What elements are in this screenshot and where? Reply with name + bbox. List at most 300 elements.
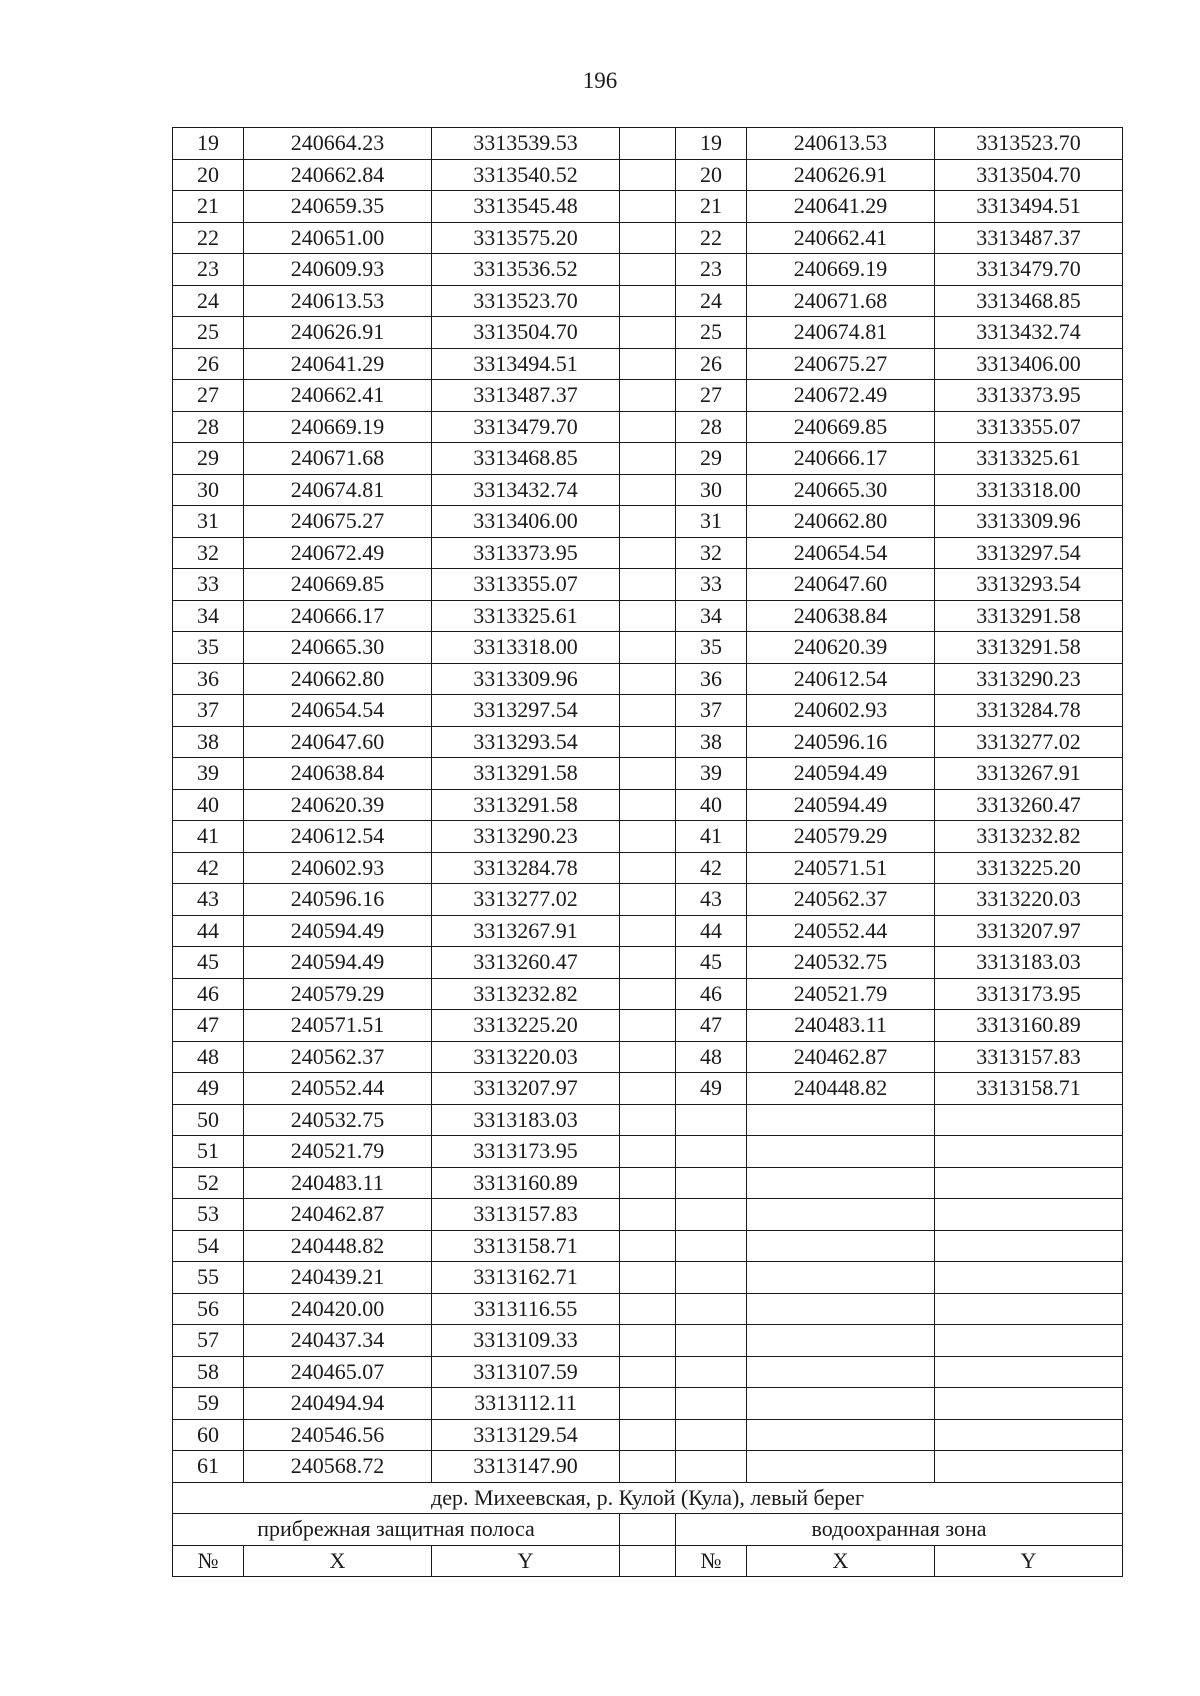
left-x-coordinate: 240654.54 bbox=[244, 695, 432, 727]
table-row bbox=[173, 632, 1123, 664]
left-y-coordinate: 3313158.71 bbox=[432, 1230, 620, 1262]
gap-cell bbox=[620, 884, 676, 916]
left-point-number: 36 bbox=[173, 663, 244, 695]
left-x-coordinate: 240675.27 bbox=[244, 506, 432, 538]
table-row bbox=[173, 726, 1123, 758]
left-y-coordinate: 3313539.53 bbox=[432, 128, 620, 160]
left-y-coordinate: 3313284.78 bbox=[432, 852, 620, 884]
right-x-coordinate: 240675.27 bbox=[747, 348, 935, 380]
right-y-coordinate bbox=[935, 1293, 1123, 1325]
right-y-coordinate bbox=[935, 1167, 1123, 1199]
left-x-coordinate: 240662.41 bbox=[244, 380, 432, 412]
section-title-row bbox=[173, 1514, 1123, 1546]
right-y-coordinate bbox=[935, 1262, 1123, 1294]
right-y-coordinate: 3313494.51 bbox=[935, 191, 1123, 223]
right-point-number bbox=[676, 1136, 747, 1168]
table-row bbox=[173, 663, 1123, 695]
left-x-coordinate: 240602.93 bbox=[244, 852, 432, 884]
left-x-coordinate: 240532.75 bbox=[244, 1104, 432, 1136]
right-x-coordinate: 240448.82 bbox=[747, 1073, 935, 1105]
left-point-number: 60 bbox=[173, 1419, 244, 1451]
gap-cell bbox=[620, 1514, 676, 1546]
table-row bbox=[173, 191, 1123, 223]
right-y-coordinate: 3313318.00 bbox=[935, 474, 1123, 506]
left-x-coordinate: 240662.84 bbox=[244, 159, 432, 191]
left-point-number: 23 bbox=[173, 254, 244, 286]
table-row bbox=[173, 506, 1123, 538]
right-y-coordinate bbox=[935, 1451, 1123, 1483]
gap-cell bbox=[620, 852, 676, 884]
right-y-coordinate bbox=[935, 1325, 1123, 1357]
page-number: 196 bbox=[582, 68, 618, 93]
table-row bbox=[173, 1325, 1123, 1357]
table-row bbox=[173, 1262, 1123, 1294]
right-point-number bbox=[676, 1419, 747, 1451]
gap-cell bbox=[620, 1419, 676, 1451]
left-y-coordinate: 3313373.95 bbox=[432, 537, 620, 569]
gap-cell bbox=[620, 758, 676, 790]
right-x-coordinate: 240483.11 bbox=[747, 1010, 935, 1042]
left-point-number: 46 bbox=[173, 978, 244, 1010]
gap-cell bbox=[620, 1136, 676, 1168]
left-point-number: 55 bbox=[173, 1262, 244, 1294]
right-x-coordinate: 240654.54 bbox=[747, 537, 935, 569]
location-title: дер. Михеевская, р. Кулой (Кула), левый берег bbox=[173, 1482, 1123, 1514]
left-y-coordinate: 3313309.96 bbox=[432, 663, 620, 695]
right-y-coordinate bbox=[935, 1199, 1123, 1231]
right-point-number: 43 bbox=[676, 884, 747, 916]
left-y-coordinate: 3313173.95 bbox=[432, 1136, 620, 1168]
right-point-number: 24 bbox=[676, 285, 747, 317]
left-y-coordinate: 3313487.37 bbox=[432, 380, 620, 412]
left-point-number: 31 bbox=[173, 506, 244, 538]
right-x-coordinate bbox=[747, 1293, 935, 1325]
left-point-number: 51 bbox=[173, 1136, 244, 1168]
right-x-coordinate: 240602.93 bbox=[747, 695, 935, 727]
gap-cell bbox=[620, 254, 676, 286]
right-y-coordinate: 3313373.95 bbox=[935, 380, 1123, 412]
left-x-coordinate: 240612.54 bbox=[244, 821, 432, 853]
right-point-number: 19 bbox=[676, 128, 747, 160]
right-y-coordinate: 3313183.03 bbox=[935, 947, 1123, 979]
right-point-number: 34 bbox=[676, 600, 747, 632]
table-row bbox=[173, 600, 1123, 632]
gap-cell bbox=[620, 1545, 676, 1577]
right-point-number: 46 bbox=[676, 978, 747, 1010]
left-y-coordinate: 3313318.00 bbox=[432, 632, 620, 664]
gap-cell bbox=[620, 947, 676, 979]
left-point-number: 20 bbox=[173, 159, 244, 191]
right-y-coordinate: 3313523.70 bbox=[935, 128, 1123, 160]
right-x-coordinate bbox=[747, 1230, 935, 1262]
right-point-number bbox=[676, 1199, 747, 1231]
right-x-coordinate: 240662.80 bbox=[747, 506, 935, 538]
gap-cell bbox=[620, 1262, 676, 1294]
table-row bbox=[173, 821, 1123, 853]
right-point-number: 33 bbox=[676, 569, 747, 601]
right-y-coordinate: 3313207.97 bbox=[935, 915, 1123, 947]
table-row bbox=[173, 317, 1123, 349]
gap-cell bbox=[620, 317, 676, 349]
right-y-coordinate: 3313260.47 bbox=[935, 789, 1123, 821]
table-row bbox=[173, 1419, 1123, 1451]
column-header-row bbox=[173, 1545, 1123, 1577]
table-row bbox=[173, 1293, 1123, 1325]
right-point-number: 36 bbox=[676, 663, 747, 695]
left-y-coordinate: 3313109.33 bbox=[432, 1325, 620, 1357]
left-point-number: 40 bbox=[173, 789, 244, 821]
left-x-coordinate: 240647.60 bbox=[244, 726, 432, 758]
left-y-coordinate: 3313260.47 bbox=[432, 947, 620, 979]
right-y-coordinate: 3313468.85 bbox=[935, 285, 1123, 317]
left-x-coordinate: 240662.80 bbox=[244, 663, 432, 695]
left-point-number: 59 bbox=[173, 1388, 244, 1420]
table-row bbox=[173, 852, 1123, 884]
right-x-coordinate bbox=[747, 1419, 935, 1451]
gap-cell bbox=[620, 821, 676, 853]
right-x-coordinate: 240638.84 bbox=[747, 600, 935, 632]
right-point-number: 27 bbox=[676, 380, 747, 412]
right-point-number bbox=[676, 1451, 747, 1483]
left-y-coordinate: 3313112.11 bbox=[432, 1388, 620, 1420]
right-y-coordinate: 3313232.82 bbox=[935, 821, 1123, 853]
right-point-number: 47 bbox=[676, 1010, 747, 1042]
gap-cell bbox=[620, 726, 676, 758]
left-x-coordinate: 240494.94 bbox=[244, 1388, 432, 1420]
left-point-number: 38 bbox=[173, 726, 244, 758]
table-row bbox=[173, 1356, 1123, 1388]
right-y-coordinate: 3313160.89 bbox=[935, 1010, 1123, 1042]
right-x-coordinate: 240626.91 bbox=[747, 159, 935, 191]
left-y-coordinate: 3313545.48 bbox=[432, 191, 620, 223]
left-point-number: 44 bbox=[173, 915, 244, 947]
left-x-coordinate: 240521.79 bbox=[244, 1136, 432, 1168]
gap-cell bbox=[620, 1199, 676, 1231]
right-point-number bbox=[676, 1167, 747, 1199]
gap-cell bbox=[620, 1325, 676, 1357]
left-y-coordinate: 3313107.59 bbox=[432, 1356, 620, 1388]
right-point-number: 39 bbox=[676, 758, 747, 790]
left-y-coordinate: 3313297.54 bbox=[432, 695, 620, 727]
right-x-coordinate: 240669.85 bbox=[747, 411, 935, 443]
left-y-coordinate: 3313162.71 bbox=[432, 1262, 620, 1294]
left-point-number: 25 bbox=[173, 317, 244, 349]
left-x-coordinate: 240613.53 bbox=[244, 285, 432, 317]
left-y-coordinate: 3313160.89 bbox=[432, 1167, 620, 1199]
left-point-number: 27 bbox=[173, 380, 244, 412]
gap-cell bbox=[620, 1104, 676, 1136]
left-y-coordinate: 3313232.82 bbox=[432, 978, 620, 1010]
left-y-coordinate: 3313225.20 bbox=[432, 1010, 620, 1042]
right-x-coordinate: 240671.68 bbox=[747, 285, 935, 317]
left-x-coordinate: 240674.81 bbox=[244, 474, 432, 506]
left-point-number: 24 bbox=[173, 285, 244, 317]
left-x-coordinate: 240641.29 bbox=[244, 348, 432, 380]
right-x-coordinate: 240662.41 bbox=[747, 222, 935, 254]
left-point-number: 22 bbox=[173, 222, 244, 254]
left-y-coordinate: 3313494.51 bbox=[432, 348, 620, 380]
table-row bbox=[173, 411, 1123, 443]
left-point-number: 58 bbox=[173, 1356, 244, 1388]
right-y-coordinate: 3313158.71 bbox=[935, 1073, 1123, 1105]
right-point-number: 22 bbox=[676, 222, 747, 254]
gap-cell bbox=[620, 1230, 676, 1262]
left-y-coordinate: 3313540.52 bbox=[432, 159, 620, 191]
left-point-number: 30 bbox=[173, 474, 244, 506]
left-x-coordinate: 240596.16 bbox=[244, 884, 432, 916]
table-row bbox=[173, 1104, 1123, 1136]
table-row bbox=[173, 222, 1123, 254]
gap-cell bbox=[620, 663, 676, 695]
right-y-coordinate: 3313297.54 bbox=[935, 537, 1123, 569]
right-x-coordinate: 240620.39 bbox=[747, 632, 935, 664]
left-y-coordinate: 3313207.97 bbox=[432, 1073, 620, 1105]
gap-cell bbox=[620, 380, 676, 412]
right-col-header-y: Y bbox=[935, 1545, 1123, 1577]
table-row bbox=[173, 443, 1123, 475]
table-footer bbox=[173, 1482, 1123, 1577]
right-point-number bbox=[676, 1325, 747, 1357]
left-y-coordinate: 3313129.54 bbox=[432, 1419, 620, 1451]
right-point-number: 30 bbox=[676, 474, 747, 506]
gap-cell bbox=[620, 443, 676, 475]
right-point-number bbox=[676, 1230, 747, 1262]
right-y-coordinate: 3313267.91 bbox=[935, 758, 1123, 790]
left-y-coordinate: 3313325.61 bbox=[432, 600, 620, 632]
left-x-coordinate: 240462.87 bbox=[244, 1199, 432, 1231]
left-point-number: 34 bbox=[173, 600, 244, 632]
table-row bbox=[173, 537, 1123, 569]
left-col-header-no: № bbox=[173, 1545, 244, 1577]
left-y-coordinate: 3313406.00 bbox=[432, 506, 620, 538]
table-row bbox=[173, 254, 1123, 286]
left-col-header-x: X bbox=[244, 1545, 432, 1577]
right-section-title: водоохранная зона bbox=[676, 1514, 1123, 1546]
left-point-number: 61 bbox=[173, 1451, 244, 1483]
right-point-number: 31 bbox=[676, 506, 747, 538]
right-y-coordinate: 3313504.70 bbox=[935, 159, 1123, 191]
left-y-coordinate: 3313220.03 bbox=[432, 1041, 620, 1073]
left-x-coordinate: 240448.82 bbox=[244, 1230, 432, 1262]
right-y-coordinate: 3313173.95 bbox=[935, 978, 1123, 1010]
right-y-coordinate: 3313487.37 bbox=[935, 222, 1123, 254]
right-point-number: 26 bbox=[676, 348, 747, 380]
left-x-coordinate: 240552.44 bbox=[244, 1073, 432, 1105]
table-row bbox=[173, 758, 1123, 790]
right-x-coordinate: 240552.44 bbox=[747, 915, 935, 947]
gap-cell bbox=[620, 1451, 676, 1483]
left-x-coordinate: 240620.39 bbox=[244, 789, 432, 821]
left-x-coordinate: 240666.17 bbox=[244, 600, 432, 632]
right-x-coordinate: 240672.49 bbox=[747, 380, 935, 412]
right-y-coordinate bbox=[935, 1136, 1123, 1168]
right-point-number: 38 bbox=[676, 726, 747, 758]
left-y-coordinate: 3313291.58 bbox=[432, 758, 620, 790]
right-x-coordinate bbox=[747, 1388, 935, 1420]
gap-cell bbox=[620, 695, 676, 727]
right-point-number bbox=[676, 1262, 747, 1294]
right-point-number: 42 bbox=[676, 852, 747, 884]
left-point-number: 35 bbox=[173, 632, 244, 664]
table-row bbox=[173, 1451, 1123, 1483]
left-x-coordinate: 240562.37 bbox=[244, 1041, 432, 1073]
right-point-number: 40 bbox=[676, 789, 747, 821]
table-row bbox=[173, 1167, 1123, 1199]
left-x-coordinate: 240594.49 bbox=[244, 915, 432, 947]
right-x-coordinate: 240612.54 bbox=[747, 663, 935, 695]
table-row bbox=[173, 159, 1123, 191]
left-y-coordinate: 3313157.83 bbox=[432, 1199, 620, 1231]
right-y-coordinate bbox=[935, 1104, 1123, 1136]
left-point-number: 52 bbox=[173, 1167, 244, 1199]
right-point-number: 32 bbox=[676, 537, 747, 569]
gap-cell bbox=[620, 348, 676, 380]
left-y-coordinate: 3313504.70 bbox=[432, 317, 620, 349]
right-x-coordinate: 240641.29 bbox=[747, 191, 935, 223]
gap-cell bbox=[620, 569, 676, 601]
table-row bbox=[173, 380, 1123, 412]
left-point-number: 45 bbox=[173, 947, 244, 979]
right-x-coordinate: 240647.60 bbox=[747, 569, 935, 601]
right-point-number: 29 bbox=[676, 443, 747, 475]
left-y-coordinate: 3313536.52 bbox=[432, 254, 620, 286]
right-y-coordinate: 3313220.03 bbox=[935, 884, 1123, 916]
left-col-header-y: Y bbox=[432, 1545, 620, 1577]
right-point-number: 21 bbox=[676, 191, 747, 223]
left-point-number: 19 bbox=[173, 128, 244, 160]
right-x-coordinate: 240669.19 bbox=[747, 254, 935, 286]
right-point-number: 20 bbox=[676, 159, 747, 191]
gap-cell bbox=[620, 1167, 676, 1199]
table-row bbox=[173, 915, 1123, 947]
right-y-coordinate: 3313225.20 bbox=[935, 852, 1123, 884]
right-x-coordinate: 240521.79 bbox=[747, 978, 935, 1010]
gap-cell bbox=[620, 159, 676, 191]
right-y-coordinate: 3313293.54 bbox=[935, 569, 1123, 601]
table-row bbox=[173, 884, 1123, 916]
right-x-coordinate: 240571.51 bbox=[747, 852, 935, 884]
left-y-coordinate: 3313147.90 bbox=[432, 1451, 620, 1483]
table-row bbox=[173, 1136, 1123, 1168]
left-y-coordinate: 3313290.23 bbox=[432, 821, 620, 853]
right-y-coordinate: 3313432.74 bbox=[935, 317, 1123, 349]
right-point-number: 41 bbox=[676, 821, 747, 853]
right-x-coordinate: 240665.30 bbox=[747, 474, 935, 506]
gap-cell bbox=[620, 978, 676, 1010]
left-point-number: 47 bbox=[173, 1010, 244, 1042]
gap-cell bbox=[620, 1041, 676, 1073]
left-x-coordinate: 240439.21 bbox=[244, 1262, 432, 1294]
left-x-coordinate: 240665.30 bbox=[244, 632, 432, 664]
left-point-number: 42 bbox=[173, 852, 244, 884]
coordinates-table bbox=[172, 127, 1123, 1577]
left-point-number: 39 bbox=[173, 758, 244, 790]
gap-cell bbox=[620, 1293, 676, 1325]
right-y-coordinate bbox=[935, 1419, 1123, 1451]
gap-cell bbox=[620, 915, 676, 947]
left-y-coordinate: 3313575.20 bbox=[432, 222, 620, 254]
right-y-coordinate: 3313309.96 bbox=[935, 506, 1123, 538]
left-y-coordinate: 3313468.85 bbox=[432, 443, 620, 475]
location-title-row bbox=[173, 1482, 1123, 1514]
right-x-coordinate: 240579.29 bbox=[747, 821, 935, 853]
left-point-number: 43 bbox=[173, 884, 244, 916]
right-x-coordinate: 240596.16 bbox=[747, 726, 935, 758]
right-x-coordinate bbox=[747, 1199, 935, 1231]
right-x-coordinate bbox=[747, 1325, 935, 1357]
right-point-number: 49 bbox=[676, 1073, 747, 1105]
right-col-header-x: X bbox=[747, 1545, 935, 1577]
right-x-coordinate bbox=[747, 1451, 935, 1483]
gap-cell bbox=[620, 411, 676, 443]
gap-cell bbox=[620, 1356, 676, 1388]
left-point-number: 50 bbox=[173, 1104, 244, 1136]
right-x-coordinate: 240594.49 bbox=[747, 758, 935, 790]
left-point-number: 37 bbox=[173, 695, 244, 727]
left-x-coordinate: 240609.93 bbox=[244, 254, 432, 286]
right-point-number: 23 bbox=[676, 254, 747, 286]
left-x-coordinate: 240672.49 bbox=[244, 537, 432, 569]
gap-cell bbox=[620, 222, 676, 254]
left-y-coordinate: 3313432.74 bbox=[432, 474, 620, 506]
left-x-coordinate: 240626.91 bbox=[244, 317, 432, 349]
table-row bbox=[173, 1041, 1123, 1073]
left-y-coordinate: 3313479.70 bbox=[432, 411, 620, 443]
right-point-number bbox=[676, 1356, 747, 1388]
right-x-coordinate bbox=[747, 1136, 935, 1168]
left-point-number: 33 bbox=[173, 569, 244, 601]
right-x-coordinate: 240562.37 bbox=[747, 884, 935, 916]
table-row bbox=[173, 1388, 1123, 1420]
left-y-coordinate: 3313116.55 bbox=[432, 1293, 620, 1325]
left-point-number: 56 bbox=[173, 1293, 244, 1325]
left-point-number: 41 bbox=[173, 821, 244, 853]
right-y-coordinate: 3313479.70 bbox=[935, 254, 1123, 286]
left-x-coordinate: 240669.19 bbox=[244, 411, 432, 443]
gap-cell bbox=[620, 789, 676, 821]
right-y-coordinate: 3313291.58 bbox=[935, 632, 1123, 664]
gap-cell bbox=[620, 474, 676, 506]
gap-cell bbox=[620, 632, 676, 664]
left-x-coordinate: 240638.84 bbox=[244, 758, 432, 790]
left-x-coordinate: 240664.23 bbox=[244, 128, 432, 160]
right-y-coordinate: 3313325.61 bbox=[935, 443, 1123, 475]
left-x-coordinate: 240465.07 bbox=[244, 1356, 432, 1388]
right-x-coordinate bbox=[747, 1104, 935, 1136]
left-x-coordinate: 240420.00 bbox=[244, 1293, 432, 1325]
right-point-number: 35 bbox=[676, 632, 747, 664]
right-y-coordinate: 3313284.78 bbox=[935, 695, 1123, 727]
right-x-coordinate bbox=[747, 1356, 935, 1388]
left-point-number: 29 bbox=[173, 443, 244, 475]
right-point-number bbox=[676, 1388, 747, 1420]
left-y-coordinate: 3313277.02 bbox=[432, 884, 620, 916]
right-point-number bbox=[676, 1104, 747, 1136]
table-row bbox=[173, 978, 1123, 1010]
right-x-coordinate bbox=[747, 1262, 935, 1294]
left-point-number: 48 bbox=[173, 1041, 244, 1073]
left-x-coordinate: 240483.11 bbox=[244, 1167, 432, 1199]
gap-cell bbox=[620, 537, 676, 569]
left-point-number: 28 bbox=[173, 411, 244, 443]
left-y-coordinate: 3313291.58 bbox=[432, 789, 620, 821]
right-x-coordinate: 240462.87 bbox=[747, 1041, 935, 1073]
left-x-coordinate: 240546.56 bbox=[244, 1419, 432, 1451]
gap-cell bbox=[620, 1073, 676, 1105]
table-row bbox=[173, 348, 1123, 380]
left-section-title: прибрежная защитная полоса bbox=[173, 1514, 620, 1546]
right-x-coordinate bbox=[747, 1167, 935, 1199]
